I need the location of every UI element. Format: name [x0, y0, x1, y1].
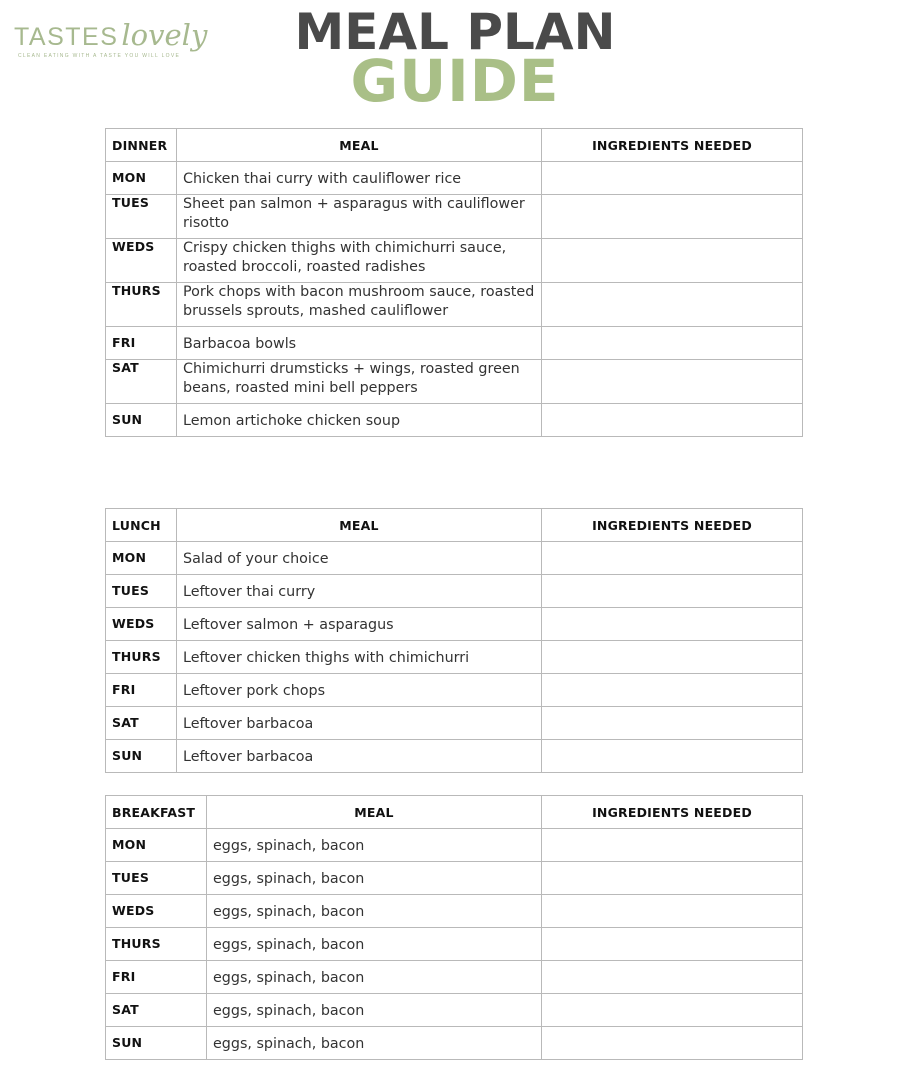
day-cell: WEDS: [106, 239, 177, 283]
day-cell: TUES: [106, 862, 207, 895]
dinner-table: [105, 128, 803, 437]
ingredients-cell[interactable]: [542, 674, 803, 707]
meal-cell: eggs, spinach, bacon: [207, 928, 542, 961]
ingredients-cell[interactable]: [542, 239, 803, 283]
meal-cell: eggs, spinach, bacon: [207, 994, 542, 1027]
ingredients-cell[interactable]: [542, 740, 803, 773]
column-header-day: DINNER: [106, 129, 177, 162]
meal-cell: eggs, spinach, bacon: [207, 961, 542, 994]
page-subtitle: GUIDE: [350, 47, 560, 115]
lunch-table: [105, 508, 803, 773]
table-row: [106, 608, 803, 641]
day-cell: THURS: [106, 928, 207, 961]
table-row: [106, 575, 803, 608]
breakfast-table: [105, 795, 803, 1060]
day-cell: FRI: [106, 961, 207, 994]
meal-cell: eggs, spinach, bacon: [207, 862, 542, 895]
ingredients-cell[interactable]: [542, 404, 803, 437]
meal-cell: Leftover pork chops: [177, 674, 542, 707]
meal-cell: eggs, spinach, bacon: [207, 829, 542, 862]
column-header-day: LUNCH: [106, 509, 177, 542]
ingredients-cell[interactable]: [542, 608, 803, 641]
table-row: [106, 961, 803, 994]
ingredients-cell[interactable]: [542, 360, 803, 404]
meal-cell: Leftover thai curry: [177, 575, 542, 608]
meal-cell: Lemon artichoke chicken soup: [177, 404, 542, 437]
ingredients-cell[interactable]: [542, 327, 803, 360]
page-title: MEAL PLAN: [294, 3, 616, 61]
column-header-ingredients: INGREDIENTS NEEDED: [542, 509, 803, 542]
table-row: [106, 928, 803, 961]
table-row: [106, 829, 803, 862]
ingredients-cell[interactable]: [542, 542, 803, 575]
ingredients-cell[interactable]: [542, 162, 803, 195]
day-cell: SUN: [106, 740, 177, 773]
day-cell: MON: [106, 829, 207, 862]
meal-cell: Sheet pan salmon + asparagus with cauliflower risotto: [177, 195, 542, 239]
ingredients-cell[interactable]: [542, 1027, 803, 1060]
day-cell: TUES: [106, 575, 177, 608]
table-header-row: [106, 129, 803, 162]
ingredients-cell[interactable]: [542, 961, 803, 994]
day-cell: WEDS: [106, 608, 177, 641]
day-cell: FRI: [106, 327, 177, 360]
ingredients-cell[interactable]: [542, 829, 803, 862]
day-cell: SUN: [106, 1027, 207, 1060]
meal-cell: Pork chops with bacon mushroom sauce, roasted brussels sprouts, mashed cauliflower: [177, 283, 542, 327]
logo-tagline: CLEAN EATING WITH A TASTE YOU WILL LOVE: [18, 53, 181, 59]
logo-word-main: TASTES: [14, 23, 119, 51]
meal-cell: Chimichurri drumsticks + wings, roasted green beans, roasted mini bell peppers: [177, 360, 542, 404]
table-row: [106, 360, 803, 404]
day-cell: TUES: [106, 195, 177, 239]
day-cell: MON: [106, 162, 177, 195]
table-header-row: [106, 796, 803, 829]
logo-word-script: lovely: [121, 18, 208, 52]
table-row: [106, 641, 803, 674]
table-row: [106, 740, 803, 773]
ingredients-cell[interactable]: [542, 707, 803, 740]
day-cell: WEDS: [106, 895, 207, 928]
day-cell: MON: [106, 542, 177, 575]
meal-cell: eggs, spinach, bacon: [207, 895, 542, 928]
meal-cell: Leftover salmon + asparagus: [177, 608, 542, 641]
meal-cell: Leftover barbacoa: [177, 707, 542, 740]
day-cell: FRI: [106, 674, 177, 707]
meal-cell: Crispy chicken thighs with chimichurri sauce, roasted broccoli, roasted radishes: [177, 239, 542, 283]
day-cell: SUN: [106, 404, 177, 437]
day-cell: SAT: [106, 360, 177, 404]
table-row: [106, 283, 803, 327]
column-header-ingredients: INGREDIENTS NEEDED: [542, 796, 803, 829]
column-header-meal: MEAL: [177, 129, 542, 162]
column-header-meal: MEAL: [177, 509, 542, 542]
table-row: [106, 707, 803, 740]
meal-cell: eggs, spinach, bacon: [207, 1027, 542, 1060]
table-row: [106, 1027, 803, 1060]
meal-cell: Leftover barbacoa: [177, 740, 542, 773]
table-row: [106, 195, 803, 239]
ingredients-cell[interactable]: [542, 895, 803, 928]
column-header-meal: MEAL: [207, 796, 542, 829]
meal-cell: Salad of your choice: [177, 542, 542, 575]
table-row: [106, 895, 803, 928]
table-row: [106, 327, 803, 360]
column-header-day: BREAKFAST: [106, 796, 207, 829]
ingredients-cell[interactable]: [542, 195, 803, 239]
meal-cell: Leftover chicken thighs with chimichurri: [177, 641, 542, 674]
column-header-ingredients: INGREDIENTS NEEDED: [542, 129, 803, 162]
meal-cell: Chicken thai curry with cauliflower rice: [177, 162, 542, 195]
table-header-row: [106, 509, 803, 542]
ingredients-cell[interactable]: [542, 641, 803, 674]
table-row: [106, 542, 803, 575]
ingredients-cell[interactable]: [542, 994, 803, 1027]
ingredients-cell[interactable]: [542, 283, 803, 327]
ingredients-cell[interactable]: [542, 862, 803, 895]
ingredients-cell[interactable]: [542, 928, 803, 961]
table-row: [106, 862, 803, 895]
table-row: [106, 239, 803, 283]
table-row: [106, 404, 803, 437]
ingredients-cell[interactable]: [542, 575, 803, 608]
table-row: [106, 674, 803, 707]
day-cell: THURS: [106, 283, 177, 327]
table-row: [106, 994, 803, 1027]
meal-cell: Barbacoa bowls: [177, 327, 542, 360]
day-cell: SAT: [106, 707, 177, 740]
day-cell: SAT: [106, 994, 207, 1027]
day-cell: THURS: [106, 641, 177, 674]
table-row: [106, 162, 803, 195]
